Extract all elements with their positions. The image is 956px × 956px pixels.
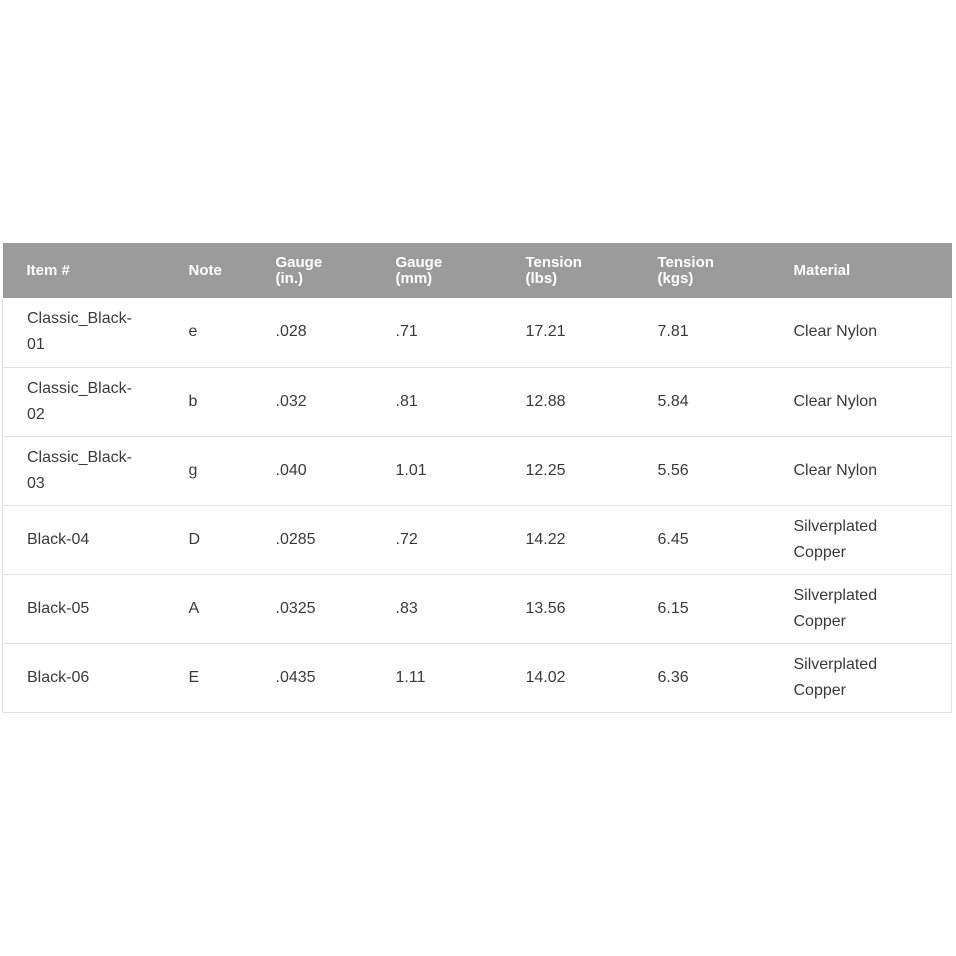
string-spec-table	[2, 243, 952, 713]
cell-tension-lbs: 17.21	[525, 323, 566, 341]
table-row	[3, 505, 952, 574]
cell-material: Silverplated Copper	[793, 517, 878, 561]
header-note: Note	[188, 261, 222, 279]
cell-material: Silverplated Copper	[793, 586, 878, 630]
cell-tension-lbs: 13.56	[525, 599, 566, 617]
cell-tension-kgs: 5.84	[657, 392, 689, 410]
table-body	[3, 298, 952, 712]
cell-gauge-in: .040	[275, 461, 307, 479]
cell-material: Clear Nylon	[793, 392, 878, 410]
cell-note: e	[188, 323, 198, 341]
cell-item-number: Black-04	[27, 530, 90, 548]
table-row	[3, 643, 952, 712]
cell-tension-lbs: 14.02	[525, 668, 566, 686]
cell-gauge-in: .032	[275, 392, 307, 410]
cell-item-number: Classic_Black- 03	[27, 448, 132, 492]
cell-note: A	[188, 599, 200, 617]
header-material: Material	[793, 261, 851, 279]
cell-gauge-in: .0325	[275, 599, 316, 617]
cell-gauge-mm: .83	[395, 599, 418, 617]
cell-gauge-mm: .71	[395, 323, 418, 341]
cell-tension-lbs: 12.88	[525, 392, 566, 410]
header-gauge-in: Gauge (in.)	[275, 253, 323, 287]
header-item-number: Item #	[26, 261, 70, 279]
cell-gauge-mm: 1.01	[395, 461, 427, 479]
cell-item-number: Black-05	[27, 599, 90, 617]
cell-material: Clear Nylon	[793, 323, 878, 341]
cell-gauge-mm: .72	[395, 530, 418, 548]
cell-note: b	[188, 392, 198, 410]
cell-note: E	[188, 668, 200, 686]
table-row	[3, 367, 952, 436]
cell-note: D	[188, 530, 201, 548]
header-gauge-mm: Gauge (mm)	[395, 253, 443, 287]
string-spec-table-container	[2, 243, 951, 713]
cell-note: g	[188, 461, 198, 479]
header-row	[3, 243, 952, 298]
cell-tension-lbs: 14.22	[525, 530, 566, 548]
cell-gauge-in: .0285	[275, 530, 316, 548]
table-row	[3, 574, 952, 643]
cell-tension-kgs: 6.36	[657, 668, 689, 686]
cell-item-number: Classic_Black- 01	[27, 310, 132, 354]
cell-tension-lbs: 12.25	[525, 461, 566, 479]
cell-tension-kgs: 6.15	[657, 599, 689, 617]
cell-item-number: Classic_Black- 02	[27, 379, 132, 423]
cell-tension-kgs: 5.56	[657, 461, 689, 479]
header-tension-lbs: Tension (lbs)	[525, 253, 582, 287]
cell-gauge-in: .028	[275, 323, 307, 341]
cell-gauge-mm: 1.11	[395, 668, 426, 686]
cell-gauge-mm: .81	[395, 392, 418, 410]
cell-tension-kgs: 7.81	[657, 323, 689, 341]
cell-tension-kgs: 6.45	[657, 530, 689, 548]
cell-material: Silverplated Copper	[793, 655, 878, 699]
cell-material: Clear Nylon	[793, 461, 878, 479]
cell-gauge-in: .0435	[275, 668, 316, 686]
cell-item-number: Black-06	[27, 668, 90, 686]
table-header	[3, 243, 952, 298]
header-tension-kgs: Tension (kgs)	[657, 253, 714, 287]
table-row	[3, 436, 952, 505]
table-row	[3, 298, 952, 367]
